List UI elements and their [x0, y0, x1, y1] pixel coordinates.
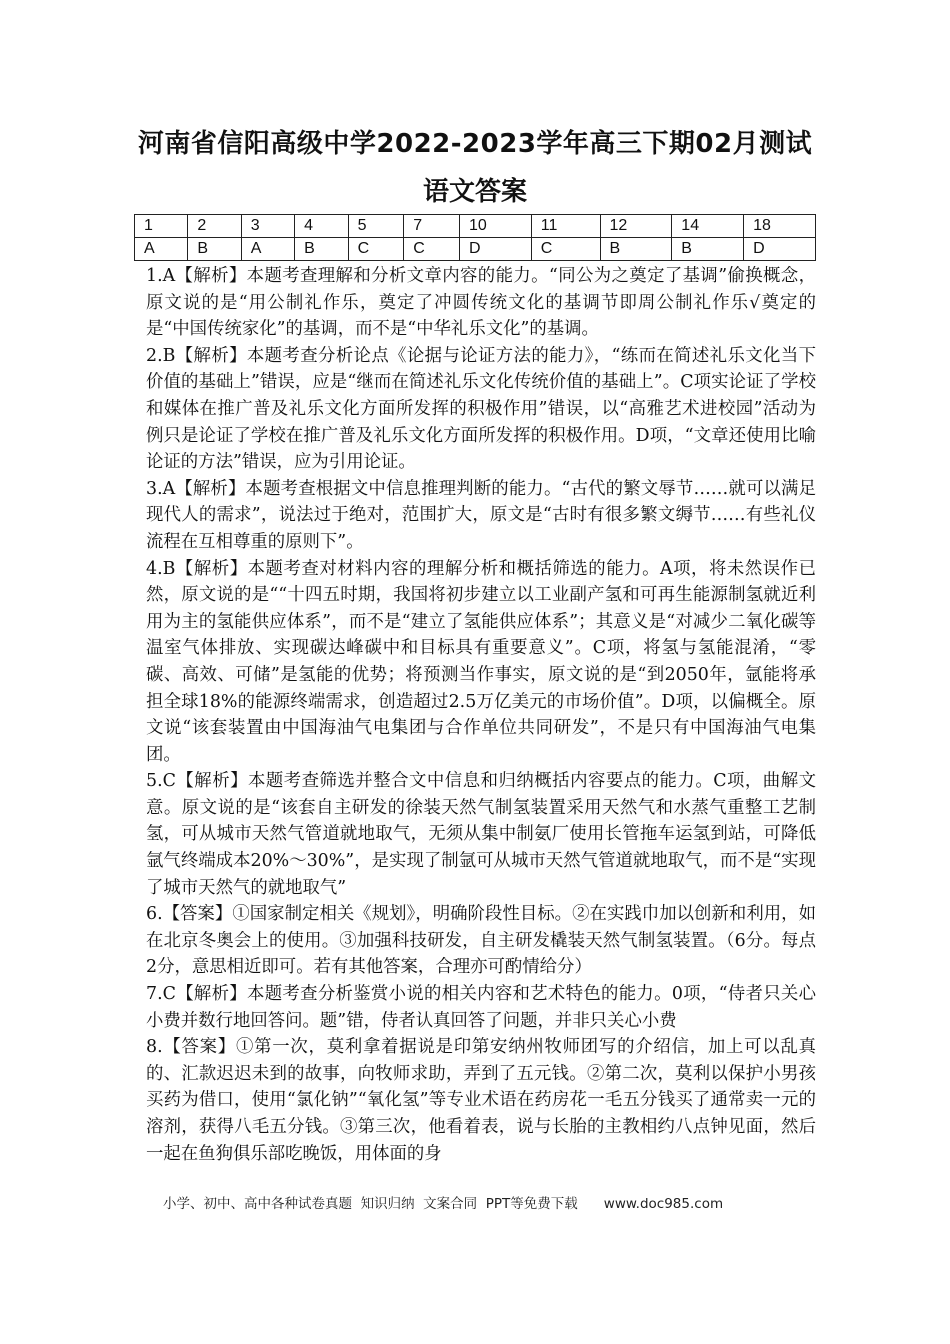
question-number-row: [135, 215, 816, 238]
question-number: 5: [348, 215, 404, 238]
answer-cell: B: [672, 238, 744, 261]
answer-table: [134, 214, 816, 261]
question-number: 10: [459, 215, 531, 238]
answer-cell: B: [188, 238, 241, 261]
explanation-paragraph: 8.【答案】①第一次，莫利拿着据说是印第安纳州牧师团写的介绍信，加上可以乱真的、汇款迟迟未到的故事，向牧师求助，弄到了五元钱。②第二次，莫利以保护小男孩买药为借口，使用“氯化钠”“氧化氢”等专业术语在药房花一毛五分钱买了通常卖一元的溶剂，获得八毛五分钱。③第三次，他看着表，说与长胎的主教相约八点钟见面，然后一起在鱼狗俱乐部吃晚饭，用体面的身: [146, 1037, 816, 1164]
question-number: 3: [241, 215, 294, 238]
explanation-paragraph: 6.【答案】①国家制定相关《规划》，明确阶段性目标。②在实践巾加以创新和利用，如在北京冬奥会上的使用。③加强科技研发，自主研发橇装天然气制氢装置。（6分。每点2分，意思相近即可。若有其他答案，合理亦可酌情给分）: [146, 904, 816, 978]
answer-cell: B: [295, 238, 348, 261]
page-footer: [163, 1192, 863, 1212]
explanation-paragraph: 5.C【解析】本题考查筛选并整合文中信息和归纳概括内容要点的能力。C项，曲解文意。原文说的是“该套自主研发的徐装天然气制氢装置采用天然气和水蒸气重整工艺制氢，可从城市天然气管道就地取气，无须从集中制氨厂使用长管拖车运氢到站，可降低氩气终端成本20%～30%”，是实现了制氩可从城市天然气管道就地取气，而不是“实现了城市天然气的就地取气”: [146, 771, 816, 898]
answer-cell: A: [135, 238, 188, 261]
explanation-paragraph: 3.A【解析】本题考查根据文中信息推理判断的能力。“古代的繁文辱节……就可以满足现代人的需求”，说法过于绝对，范围扩大，原文是“古时有很多繁文缛节……有些礼仪流程在互相尊重的原则下”。: [146, 478, 816, 552]
question-number: 7: [404, 215, 460, 238]
question-number: 12: [600, 215, 672, 238]
question-number: 4: [295, 215, 348, 238]
explanation-paragraph: 1.A【解析】本题考查理解和分析文章内容的能力。“同公为之奠定了基调”偷换概念，原文说的是“用公制礼作乐，奠定了冲圆传统文化的基调节即周公制礼作乐√奠定的是“中国传统家化”的基调，而不是“中华礼乐文化”的基调。: [146, 266, 816, 340]
question-number: 14: [672, 215, 744, 238]
question-number: 1: [135, 215, 188, 238]
document-title: 河南省信阳高级中学2022-2023学年高三下期02月测试: [137, 129, 813, 159]
answer-cell: C: [531, 238, 600, 261]
answer-explanations: [146, 263, 816, 1167]
answer-cell: D: [744, 238, 816, 261]
footer-text: 小学、初中、高中各种试卷真题 知识归纳 文案合同 PPT等免费下载: [163, 1196, 578, 1212]
explanation-paragraph: 4.B【解析】本题考查对材料内容的理解分析和概括筛选的能力。A项，将未然误作已然，原文说的是““十四五时期，我国将初步建立以工业副产氢和可再生能源制氢就近利用为主的氢能供应体系”，而不是“建立了氢能供应体系”；其意义是“对减少二氧化碳等温室气体排放、实现碳达峰碳中和目标具有重要意义”。C项，将氢与氢能混淆，“零碳、高效、可储”是氢能的优势；将预测当作事实，原文说的是“到2050年，氩能将承担全球18%的能源终端需求，创造超过2.5万亿美元的市场价值”。D项，以偏概全。原文说“该套装置由中国海油气电集团与合作单位共同研发”，不是只有中国海油气电集团。: [146, 558, 816, 765]
answer-cell: A: [241, 238, 294, 261]
question-number: 18: [744, 215, 816, 238]
answer-cell: C: [404, 238, 460, 261]
answer-cell: D: [459, 238, 531, 261]
footer-site: www.doc985.com: [603, 1196, 724, 1212]
answer-cell: C: [348, 238, 404, 261]
document-subtitle: 语文答案: [422, 177, 527, 207]
question-number: 2: [188, 215, 241, 238]
explanation-paragraph: 2.B【解析】本题考查分析论点《论据与论证方法的能力》，“练而在简述礼乐文化当下价值的基础上”错误，应是“继而在简述礼乐文化传统价值的基础上”。C项实论证了学校和媒体在推广普及礼乐文化方面所发挥的积极作用”错误，以“高雅艺术进校园”活动为例只是论证了学校在推广普及礼乐文化方面所发挥的积极作用。D项，“文章还使用比喻论证的方法”错误，应为引用论证。: [146, 345, 816, 473]
explanation-paragraph: 7.C【解析】本题考查分析鉴赏小说的相关内容和艺术特色的能力。0项，“侍者只关心小费并数行地回答问。题”错，侍者认真回答了问题，并非只关心小费: [146, 984, 816, 1031]
question-number: 11: [531, 215, 600, 238]
answer-cell: B: [600, 238, 672, 261]
answer-row: [135, 238, 816, 261]
